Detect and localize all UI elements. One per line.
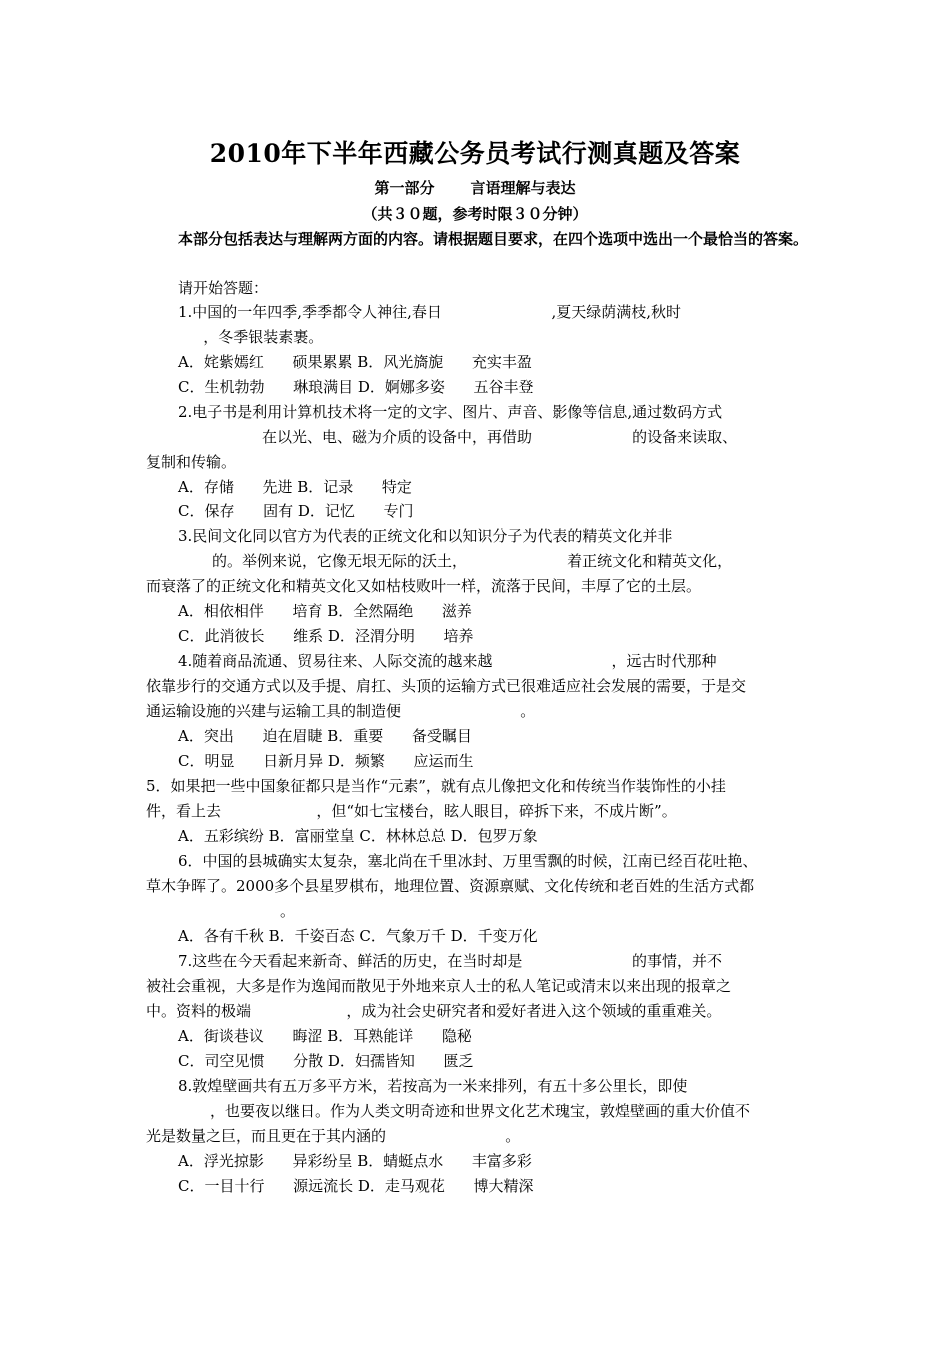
question-7-text: 被社会重视，大多是作为逸闻而散见于外地来京人士的私人笔记或清末以来出现的报章之 (146, 977, 732, 995)
question-2-text: 2.电子书是利用计算机技术将一定的文字、图片、声音、影像等信息,通过数码方式 (178, 403, 723, 421)
question-5-options: A．五彩缤纷 B．富丽堂皇 C．林林总总 D．包罗万象 (178, 827, 538, 845)
question-7-text: 中。资料的极端 ，成为社会史研究者和爱好者进入这个领域的重重难关。 (146, 1002, 722, 1020)
question-7-text: 7.这些在今天看起来新奇、鲜活的历史，在当时却是 的事情，并不 (178, 952, 722, 970)
section-intro: 本部分包括表达与理解两方面的内容。请根据题目要求，在四个选项中选出一个最恰当的答案。 (178, 230, 809, 248)
part-heading (0, 177, 950, 198)
question-1-options: A．姹紫嫣红 硕果累累 B．风光旖旎 充实丰盈 (178, 353, 532, 371)
question-1-text: ，冬季银装素裹。 (146, 328, 324, 346)
question-2-options: C．保存 固有 D．记忆 专门 (178, 502, 414, 520)
question-7-options: A．街谈巷议 晦涩 B．耳熟能详 隐秘 (178, 1027, 472, 1045)
question-2-text: 复制和传输。 (146, 453, 237, 471)
part-name: 第一部分 (374, 179, 435, 197)
question-8-options: A．浮光掠影 异彩纷呈 B．蜻蜓点水 丰富多彩 (178, 1152, 532, 1170)
question-3-options: C．此消彼长 维系 D．泾渭分明 培养 (178, 627, 474, 645)
question-4-text: 通运输设施的兴建与运输工具的制造便 。 (146, 702, 536, 720)
question-1-text: 1.中国的一年四季,季季都令人神往,春日 ,夏天绿荫满枝,秋时 (178, 303, 682, 321)
question-6-text: 草木争晖了。2000多个县星罗棋布，地理位置、资源禀赋、文化传统和老百姓的生活方式都 (146, 877, 755, 895)
question-5-text: 件，看上去 ，但“如七宝楼台，眩人眼目，碎拆下来，不成片断”。 (146, 802, 677, 820)
question-4-text: 依靠步行的交通方式以及手提、肩扛、头顶的运输方式已很难适应社会发展的需要，于是交 (146, 677, 747, 695)
question-4-text: 4.随着商品流通、贸易往来、人际交流的越来越 ，远古时代那种 (178, 652, 717, 670)
question-3-options: A．相依相伴 培育 B．全然隔绝 滋养 (178, 602, 472, 620)
question-6-text: 。 (280, 902, 296, 920)
document-title: 2010年下半年西藏公务员考试行测真题及答案 (209, 139, 741, 168)
question-8-options: C．一目十行 源远流长 D．走马观花 博大精深 (178, 1177, 534, 1195)
question-5-text: 5．如果把一些中国象征都只是当作“元素”，就有点儿像把文化和传统当作装饰性的小挂 (146, 777, 726, 795)
question-6-text: 6．中国的县城确实太复杂，塞北尚在千里冰封、万里雪飘的时候，江南已经百花吐艳、 (178, 852, 758, 870)
question-2-text: 在以光、电、磁为介质的设备中，再借助 的设备来读取、 (262, 428, 738, 446)
question-7-options: C．司空见惯 分散 D．妇孺皆知 匮乏 (178, 1052, 474, 1070)
question-3-text: 3.民间文化同以官方为代表的正统文化和以知识分子为代表的精英文化并非 (178, 527, 673, 545)
question-4-options: C．明显 日新月异 D．频繁 应运而生 (178, 752, 474, 770)
question-1-options: C．生机勃勃 琳琅满目 D．婀娜多姿 五谷丰登 (178, 378, 534, 396)
question-8-text: ，也要夜以继日。作为人类文明奇迹和世界文化艺术瑰宝，敦煌壁画的重大价值不 (210, 1102, 751, 1120)
question-8-text: 8.敦煌壁画共有五万多平方米，若按高为一米来排列，有五十多公里长，即使 (178, 1077, 688, 1095)
question-3-text: 而衰落了的正统文化和精英文化又如枯枝败叶一样，流落于民间，丰厚了它的土层。 (146, 577, 702, 595)
question-2-options: A．存储 先进 B．记录 特定 (178, 478, 412, 496)
question-3-text: 的。举例来说，它像无垠无际的沃土， 着正统文化和精英文化， (212, 552, 733, 570)
question-4-options: A．突出 迫在眉睫 B．重要 备受瞩目 (178, 727, 472, 745)
question-6-options: A．各有千秋 B．千姿百态 C．气象万千 D．千变万化 (178, 927, 538, 945)
part-topic: 言语理解与表达 (470, 179, 576, 197)
part-subtitle: （共３０题，参考时限３０分钟） (362, 205, 588, 223)
start-prompt: 请开始答题： (178, 279, 269, 297)
question-8-text: 光是数量之巨，而且更在于其内涵的 。 (146, 1127, 521, 1145)
